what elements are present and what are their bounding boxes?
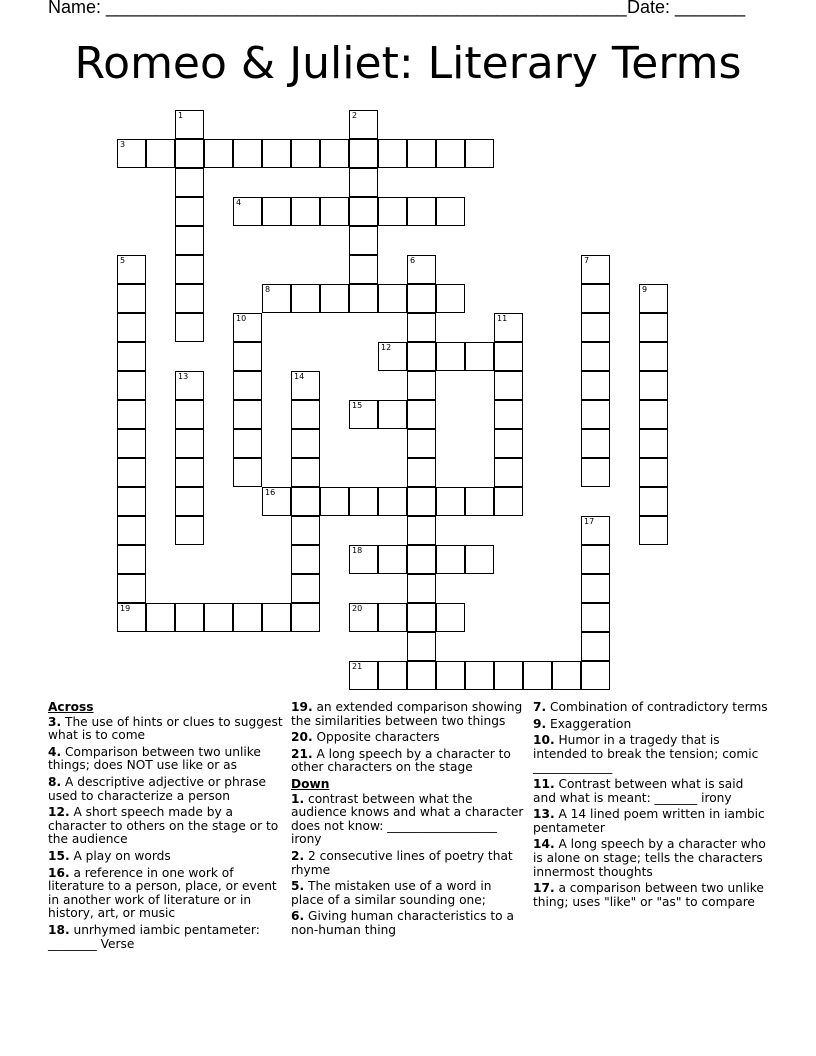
name-line: ____________________________________________________ bbox=[106, 0, 627, 17]
crossword-cell[interactable] bbox=[407, 139, 436, 168]
crossword-cell[interactable] bbox=[465, 139, 494, 168]
clue-text: 2 consecutive lines of poetry that rhyme bbox=[291, 848, 513, 877]
clue-number-label: 6. bbox=[291, 909, 305, 924]
clue-item bbox=[291, 731, 527, 745]
crossword-cell[interactable] bbox=[494, 400, 523, 429]
crossword-cell[interactable] bbox=[378, 342, 407, 371]
crossword-cell[interactable] bbox=[262, 603, 291, 632]
clue-number-label: 20. bbox=[291, 730, 313, 745]
crossword-cell[interactable] bbox=[117, 371, 146, 400]
date-label: Date: bbox=[627, 0, 676, 17]
crossword-cell[interactable] bbox=[146, 603, 175, 632]
clue-number-label: 16. bbox=[48, 865, 70, 880]
crossword-cell[interactable] bbox=[581, 313, 610, 342]
crossword-cell[interactable] bbox=[349, 168, 378, 197]
clue-number: 6 bbox=[410, 256, 416, 265]
crossword-cell[interactable] bbox=[639, 342, 668, 371]
crossword-cell[interactable] bbox=[233, 139, 262, 168]
crossword-cell[interactable] bbox=[291, 400, 320, 429]
clue-number-label: 21. bbox=[291, 746, 313, 761]
crossword-cell[interactable] bbox=[349, 603, 378, 632]
crossword-cell[interactable] bbox=[378, 197, 407, 226]
clue-text: Opposite characters bbox=[312, 730, 440, 745]
crossword-cell[interactable] bbox=[175, 371, 204, 400]
crossword-cell[interactable] bbox=[465, 342, 494, 371]
crossword-cell[interactable] bbox=[349, 255, 378, 284]
crossword-cell[interactable] bbox=[378, 284, 407, 313]
crossword-cell[interactable] bbox=[581, 371, 610, 400]
crossword-cell[interactable] bbox=[407, 255, 436, 284]
crossword-cell[interactable] bbox=[581, 632, 610, 661]
clue-item bbox=[533, 778, 769, 805]
crossword-cell[interactable] bbox=[378, 400, 407, 429]
clue-number-label: 18. bbox=[48, 922, 70, 937]
clue-number: 17 bbox=[584, 517, 595, 526]
clue-number-label: 15. bbox=[48, 848, 70, 863]
crossword-cell[interactable] bbox=[175, 139, 204, 168]
clue-text: The use of hints or clues to suggest what is to come bbox=[48, 714, 283, 743]
crossword-cell[interactable] bbox=[175, 487, 204, 516]
crossword-cell[interactable] bbox=[407, 487, 436, 516]
crossword-cell[interactable] bbox=[639, 458, 668, 487]
clue-item bbox=[48, 776, 284, 803]
crossword-cell[interactable] bbox=[349, 110, 378, 139]
clue-item bbox=[533, 701, 769, 715]
crossword-cell[interactable] bbox=[291, 197, 320, 226]
crossword-cell[interactable] bbox=[436, 487, 465, 516]
crossword-cell[interactable] bbox=[117, 139, 146, 168]
crossword-cell[interactable] bbox=[349, 139, 378, 168]
crossword-cell[interactable] bbox=[407, 284, 436, 313]
clue-item bbox=[533, 838, 769, 879]
clue-text: unrhymed iambic pentameter: ________ Verse bbox=[48, 922, 260, 951]
crossword-cell[interactable] bbox=[581, 661, 610, 690]
crossword-cell[interactable] bbox=[117, 342, 146, 371]
clue-text: A descriptive adjective or phrase used to characterize a person bbox=[48, 774, 267, 803]
clue-text: Giving human characteristics to a non-human thing bbox=[291, 909, 514, 937]
crossword-cell[interactable] bbox=[349, 284, 378, 313]
clue-number-label: 8. bbox=[48, 774, 62, 789]
crossword-cell[interactable] bbox=[291, 603, 320, 632]
clue-number-label: 19. bbox=[291, 700, 313, 714]
crossword-cell[interactable] bbox=[175, 255, 204, 284]
crossword-cell[interactable] bbox=[407, 313, 436, 342]
clue-number: 21 bbox=[352, 662, 363, 671]
crossword-cell[interactable] bbox=[407, 371, 436, 400]
crossword-cell[interactable] bbox=[175, 603, 204, 632]
clue-item bbox=[48, 716, 284, 743]
clue-number-label: 14. bbox=[533, 837, 555, 852]
clue-number-label: 10. bbox=[533, 733, 555, 748]
crossword-cell[interactable] bbox=[378, 545, 407, 574]
crossword-cell[interactable] bbox=[291, 371, 320, 400]
clue-item bbox=[48, 924, 284, 951]
crossword-cell[interactable] bbox=[407, 545, 436, 574]
crossword-cell[interactable] bbox=[233, 458, 262, 487]
clue-text: A play on words bbox=[69, 848, 171, 863]
clue-text: Comparison between two unlike things; does NOT use like or as bbox=[48, 744, 261, 773]
crossword-cell[interactable] bbox=[233, 197, 262, 226]
crossword-cell[interactable] bbox=[407, 632, 436, 661]
crossword-cell[interactable] bbox=[465, 545, 494, 574]
crossword-cell[interactable] bbox=[291, 516, 320, 545]
clue-item bbox=[533, 718, 769, 732]
clue-item bbox=[48, 806, 284, 847]
crossword-cell[interactable] bbox=[262, 139, 291, 168]
crossword-cell[interactable] bbox=[436, 603, 465, 632]
clue-item bbox=[533, 808, 769, 835]
clue-item bbox=[291, 880, 527, 907]
crossword-cell[interactable] bbox=[494, 371, 523, 400]
clue-item bbox=[48, 850, 284, 864]
crossword-cell[interactable] bbox=[291, 574, 320, 603]
crossword-cell[interactable] bbox=[639, 371, 668, 400]
clue-number: 15 bbox=[352, 401, 363, 410]
crossword-cell[interactable] bbox=[407, 516, 436, 545]
clue-number-label: 5. bbox=[291, 879, 305, 894]
crossword-cell[interactable] bbox=[117, 313, 146, 342]
clue-number-label: 7. bbox=[533, 700, 547, 714]
crossword-cell[interactable] bbox=[639, 429, 668, 458]
crossword-cell[interactable] bbox=[117, 458, 146, 487]
clue-number: 2 bbox=[352, 111, 358, 120]
crossword-cell[interactable] bbox=[291, 487, 320, 516]
crossword-cell[interactable] bbox=[117, 516, 146, 545]
clue-number: 1 bbox=[178, 111, 184, 120]
crossword-cell[interactable] bbox=[117, 284, 146, 313]
crossword-cell[interactable] bbox=[378, 661, 407, 690]
crossword-cell[interactable] bbox=[233, 342, 262, 371]
name-label: Name: bbox=[48, 0, 107, 17]
crossword-cell[interactable] bbox=[378, 139, 407, 168]
crossword-cell[interactable] bbox=[436, 342, 465, 371]
crossword-cell[interactable] bbox=[175, 168, 204, 197]
crossword-cell[interactable] bbox=[581, 458, 610, 487]
clue-number-label: 4. bbox=[48, 744, 62, 759]
clue-item bbox=[533, 734, 769, 775]
crossword-cell[interactable] bbox=[407, 342, 436, 371]
clue-item bbox=[48, 746, 284, 773]
clue-item bbox=[533, 882, 769, 909]
crossword-cell[interactable] bbox=[581, 284, 610, 313]
clue-text: Humor in a tragedy that is intended to break the tension; comic _____________ bbox=[533, 733, 759, 775]
crossword-cell[interactable] bbox=[407, 603, 436, 632]
clue-item bbox=[291, 748, 527, 775]
crossword-cell[interactable] bbox=[436, 197, 465, 226]
crossword-cell[interactable] bbox=[262, 284, 291, 313]
clue-number-label: 3. bbox=[48, 714, 62, 729]
clue-number-label: 11. bbox=[533, 776, 555, 791]
crossword-cell[interactable] bbox=[407, 661, 436, 690]
crossword-cell[interactable] bbox=[320, 139, 349, 168]
crossword-cell[interactable] bbox=[175, 400, 204, 429]
clue-column-1 bbox=[48, 701, 284, 954]
crossword-cell[interactable] bbox=[262, 197, 291, 226]
crossword-cell[interactable] bbox=[291, 284, 320, 313]
crossword-cell[interactable] bbox=[320, 284, 349, 313]
crossword-cell[interactable] bbox=[581, 545, 610, 574]
crossword-cell[interactable] bbox=[175, 110, 204, 139]
clue-item bbox=[291, 793, 527, 847]
clue-number-label: 1. bbox=[291, 791, 305, 806]
clue-number: 10 bbox=[236, 314, 247, 323]
clue-text: an extended comparison showing the similarities between two things bbox=[291, 700, 523, 728]
crossword-cell[interactable] bbox=[117, 487, 146, 516]
crossword-cell[interactable] bbox=[494, 342, 523, 371]
crossword-cell[interactable] bbox=[320, 487, 349, 516]
clue-number: 20 bbox=[352, 604, 363, 613]
down-heading: Down bbox=[291, 776, 330, 791]
crossword-cell[interactable] bbox=[175, 458, 204, 487]
crossword-cell[interactable] bbox=[349, 545, 378, 574]
crossword-cell[interactable] bbox=[349, 226, 378, 255]
clue-number: 4 bbox=[236, 198, 242, 207]
crossword-cell[interactable] bbox=[494, 487, 523, 516]
clue-text: a comparison between two unlike thing; uses "like" or "as" to compare bbox=[533, 881, 764, 909]
crossword-cell[interactable] bbox=[175, 429, 204, 458]
clue-item bbox=[48, 867, 284, 921]
date-line: _______ bbox=[675, 0, 746, 17]
clue-column-3 bbox=[533, 701, 769, 912]
crossword-cell[interactable] bbox=[233, 429, 262, 458]
page-title: Romeo & Juliet: Literary Terms bbox=[74, 38, 742, 89]
crossword-cell[interactable] bbox=[117, 255, 146, 284]
clue-text: Contrast between what is said and what is meant: _______ irony bbox=[533, 776, 744, 805]
clue-number-label: 13. bbox=[533, 807, 555, 822]
crossword-cell[interactable] bbox=[407, 458, 436, 487]
crossword-cell[interactable] bbox=[175, 197, 204, 226]
clue-text: A 14 lined poem written in iambic pentameter bbox=[533, 807, 765, 835]
crossword-cell[interactable] bbox=[291, 458, 320, 487]
crossword-cell[interactable] bbox=[494, 429, 523, 458]
crossword-cell[interactable] bbox=[639, 516, 668, 545]
crossword-cell[interactable] bbox=[291, 545, 320, 574]
crossword-cell[interactable] bbox=[117, 545, 146, 574]
crossword-cell[interactable] bbox=[639, 313, 668, 342]
crossword-cell[interactable] bbox=[407, 197, 436, 226]
crossword-cell[interactable] bbox=[349, 487, 378, 516]
crossword-cell[interactable] bbox=[233, 603, 262, 632]
clue-number: 16 bbox=[265, 488, 276, 497]
clue-number-label: 2. bbox=[291, 848, 305, 863]
clue-number: 9 bbox=[642, 285, 648, 294]
crossword-cell[interactable] bbox=[378, 487, 407, 516]
crossword-cell[interactable] bbox=[581, 342, 610, 371]
clue-text: Exaggeration bbox=[546, 716, 632, 731]
crossword-cell[interactable] bbox=[175, 516, 204, 545]
clue-number: 13 bbox=[178, 372, 189, 381]
crossword-cell[interactable] bbox=[436, 284, 465, 313]
crossword-cell[interactable] bbox=[465, 661, 494, 690]
clue-number: 7 bbox=[584, 256, 590, 265]
crossword-cell[interactable] bbox=[639, 400, 668, 429]
clue-number: 12 bbox=[381, 343, 392, 352]
crossword-cell[interactable] bbox=[581, 255, 610, 284]
crossword-cell[interactable] bbox=[320, 197, 349, 226]
clue-item bbox=[291, 910, 527, 937]
crossword-cell[interactable] bbox=[349, 661, 378, 690]
clue-number: 3 bbox=[120, 140, 126, 149]
crossword-cell[interactable] bbox=[233, 371, 262, 400]
crossword-cell[interactable] bbox=[117, 429, 146, 458]
clue-text: A short speech made by a character to others on the stage or to the audience bbox=[48, 805, 279, 847]
crossword-cell[interactable] bbox=[494, 661, 523, 690]
crossword-cell[interactable] bbox=[233, 400, 262, 429]
clue-item bbox=[291, 701, 527, 728]
crossword-cell[interactable] bbox=[378, 603, 407, 632]
crossword-cell[interactable] bbox=[117, 603, 146, 632]
across-heading: Across bbox=[48, 700, 94, 714]
crossword-cell[interactable] bbox=[349, 197, 378, 226]
clue-number: 18 bbox=[352, 546, 363, 555]
crossword-cell[interactable] bbox=[436, 661, 465, 690]
crossword-cell[interactable] bbox=[117, 574, 146, 603]
clue-number: 8 bbox=[265, 285, 271, 294]
crossword-cell[interactable] bbox=[581, 574, 610, 603]
crossword-cell[interactable] bbox=[407, 429, 436, 458]
crossword-cell[interactable] bbox=[581, 516, 610, 545]
crossword-cell[interactable] bbox=[581, 429, 610, 458]
crossword-cell[interactable] bbox=[639, 487, 668, 516]
crossword-cell[interactable] bbox=[494, 313, 523, 342]
crossword-cell[interactable] bbox=[407, 400, 436, 429]
crossword-cell[interactable] bbox=[204, 603, 233, 632]
crossword-cell[interactable] bbox=[581, 400, 610, 429]
clue-number: 14 bbox=[294, 372, 305, 381]
crossword-cell[interactable] bbox=[552, 661, 581, 690]
crossword-cell[interactable] bbox=[639, 284, 668, 313]
crossword-cell[interactable] bbox=[494, 458, 523, 487]
crossword-cell[interactable] bbox=[204, 139, 233, 168]
clue-number: 5 bbox=[120, 256, 126, 265]
crossword-cell[interactable] bbox=[175, 313, 204, 342]
clue-text: A long speech by a character who is alone on stage; tells the characters innermost thoughts bbox=[533, 837, 766, 879]
clue-text: A long speech by a character to other characters on the stage bbox=[291, 746, 511, 775]
crossword-cell[interactable] bbox=[146, 139, 175, 168]
clue-number: 19 bbox=[120, 604, 131, 613]
crossword-cell[interactable] bbox=[436, 545, 465, 574]
clue-number-label: 17. bbox=[533, 881, 555, 896]
clue-number: 11 bbox=[497, 314, 508, 323]
clue-number-label: 12. bbox=[48, 805, 70, 820]
crossword-cell[interactable] bbox=[262, 487, 291, 516]
crossword-cell[interactable] bbox=[581, 603, 610, 632]
crossword-cell[interactable] bbox=[407, 574, 436, 603]
clue-text: a reference in one work of literature to a person, place, or event in another work of literature or in history, art, or music bbox=[48, 865, 277, 921]
clue-item bbox=[291, 850, 527, 877]
crossword-cell[interactable] bbox=[175, 226, 204, 255]
crossword-cell[interactable] bbox=[436, 139, 465, 168]
crossword-cell[interactable] bbox=[233, 313, 262, 342]
clue-text: The mistaken use of a word in place of a similar sounding one; bbox=[291, 879, 492, 907]
crossword-cell[interactable] bbox=[175, 284, 204, 313]
clue-column-2 bbox=[291, 701, 527, 941]
crossword-cell[interactable] bbox=[523, 661, 552, 690]
crossword-cell[interactable] bbox=[349, 400, 378, 429]
crossword-cell[interactable] bbox=[291, 429, 320, 458]
crossword-cell[interactable] bbox=[465, 487, 494, 516]
clue-text: Combination of contradictory terms bbox=[546, 700, 768, 714]
clue-text: contrast between what the audience knows and what a character does not know: __________________ irony bbox=[291, 791, 524, 847]
crossword-cell[interactable] bbox=[291, 139, 320, 168]
crossword-cell[interactable] bbox=[117, 400, 146, 429]
clue-number-label: 9. bbox=[533, 716, 547, 731]
